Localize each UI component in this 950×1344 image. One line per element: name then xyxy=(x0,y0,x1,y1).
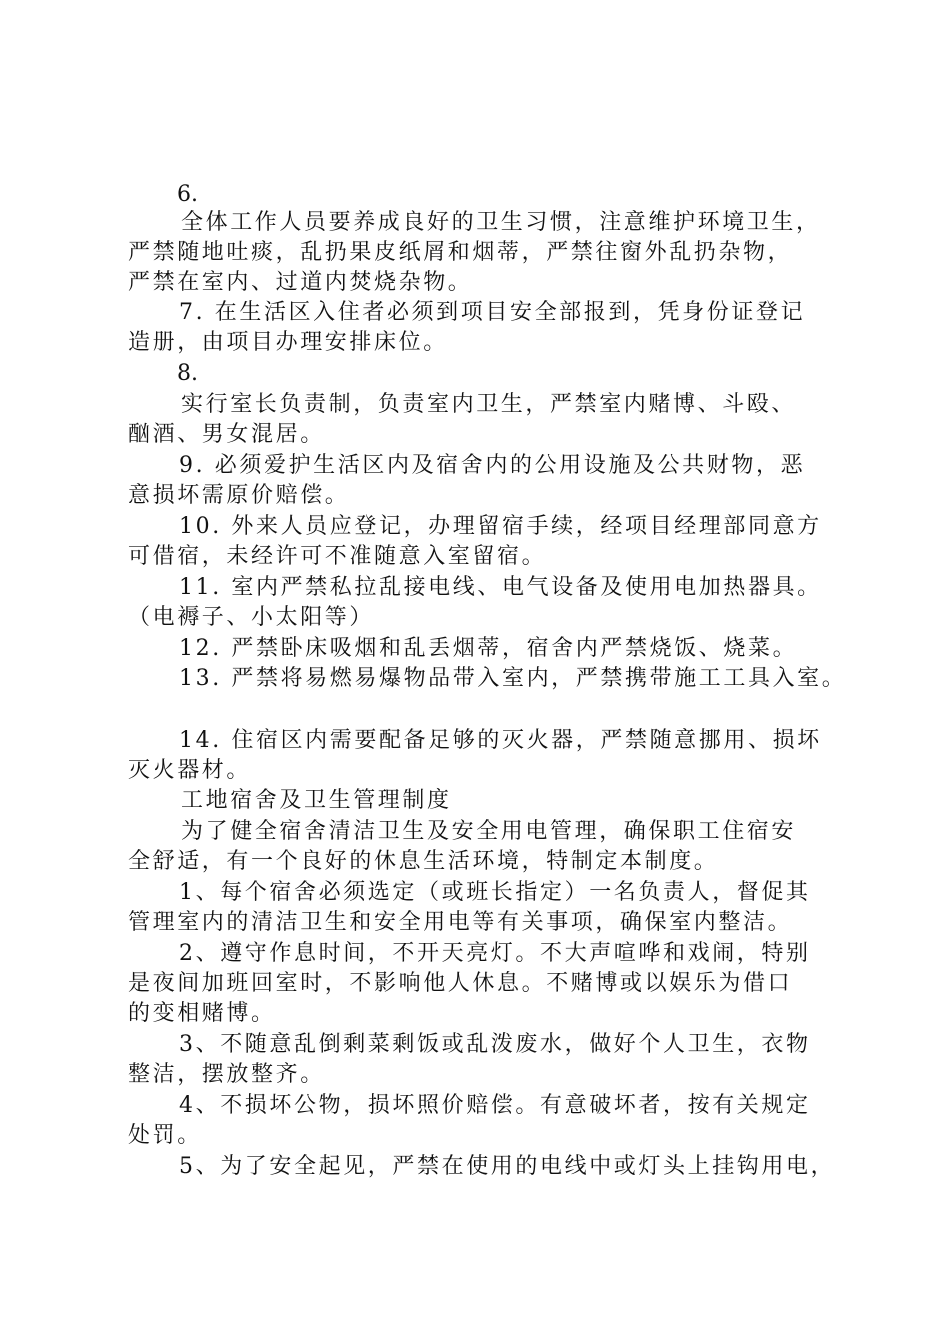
paragraph-line: 为了健全宿舍清洁卫生及安全用电管理，确保职工住宿安 xyxy=(181,819,797,844)
paragraph-line: 1、每个宿舍必须选定（或班长指定）一名负责人，督促其 xyxy=(179,880,811,905)
paragraph-line: 5、为了安全起见，严禁在使用的电线中或灯头上挂钩用电， xyxy=(179,1154,836,1179)
paragraph-line: 7. 在生活区入住者必须到项目安全部报到，凭身份证登记 xyxy=(179,300,806,325)
paragraph-line: 2、遵守作息时间，不开天亮灯。不大声喧哗和戏闹，特别 xyxy=(179,941,811,966)
item-number-8: 8. xyxy=(177,361,198,386)
paragraph-line: 14. 住宿区内需要配备足够的灭火器，严禁随意挪用、损坏 xyxy=(179,728,822,753)
paragraph-line: 严禁在室内、过道内焚烧杂物。 xyxy=(128,270,473,295)
paragraph-line: 管理室内的清洁卫生和安全用电等有关事项，确保室内整洁。 xyxy=(128,910,793,935)
paragraph-line: 10. 外来人员应登记，办理留宿手续，经项目经理部同意方 xyxy=(179,514,822,539)
paragraph-line: 3、不随意乱倒剩菜剩饭或乱泼废水，做好个人卫生，衣物 xyxy=(179,1032,811,1057)
paragraph-line: 灭火器材。 xyxy=(128,758,252,783)
paragraph-line: 4、不损坏公物，损坏照价赔偿。有意破坏者，按有关规定 xyxy=(179,1093,811,1118)
paragraph-line: 11. 室内严禁私拉乱接电线、电气设备及使用电加热器具。 xyxy=(179,575,822,600)
paragraph-line: 意损坏需原价赔偿。 xyxy=(128,483,350,508)
paragraph-line: 12. 严禁卧床吸烟和乱丢烟蒂，宿舍内严禁烧饭、烧菜。 xyxy=(179,636,798,661)
paragraph-line: 处罚。 xyxy=(128,1123,202,1148)
paragraph-line: 13. 严禁将易燃易爆物品带入室内，严禁携带施工工具入室。 xyxy=(179,666,847,691)
paragraph-line: 整洁，摆放整齐。 xyxy=(128,1062,325,1087)
paragraph-line: 9. 必须爱护生活区内及宿舍内的公用设施及公共财物，恶 xyxy=(179,453,806,478)
section-title: 工地宿舍及卫生管理制度 xyxy=(181,788,452,813)
paragraph-line: 严禁随地吐痰，乱扔果皮纸屑和烟蒂，严禁往窗外乱扔杂物， xyxy=(128,240,793,265)
paragraph-line: 酗酒、男女混居。 xyxy=(128,422,325,447)
paragraph-line: （电褥子、小太阳等） xyxy=(128,605,375,630)
paragraph-line: 造册，由项目办理安排床位。 xyxy=(128,330,448,355)
paragraph-line: 实行室长负责制，负责室内卫生，严禁室内赌博、斗殴、 xyxy=(181,392,797,417)
paragraph-line: 全舒适，有一个良好的休息生活环境，特制定本制度。 xyxy=(128,849,719,874)
paragraph-line: 是夜间加班回室时，不影响他人休息。不赌博或以娱乐为借口 xyxy=(128,971,793,996)
paragraph-line: 全体工作人员要养成良好的卫生习惯，注意维护环境卫生， xyxy=(181,210,821,235)
item-number-6: 6. xyxy=(177,182,198,207)
paragraph-line: 的变相赌博。 xyxy=(128,1001,276,1026)
paragraph-line: 可借宿，未经许可不准随意入室留宿。 xyxy=(128,544,547,569)
